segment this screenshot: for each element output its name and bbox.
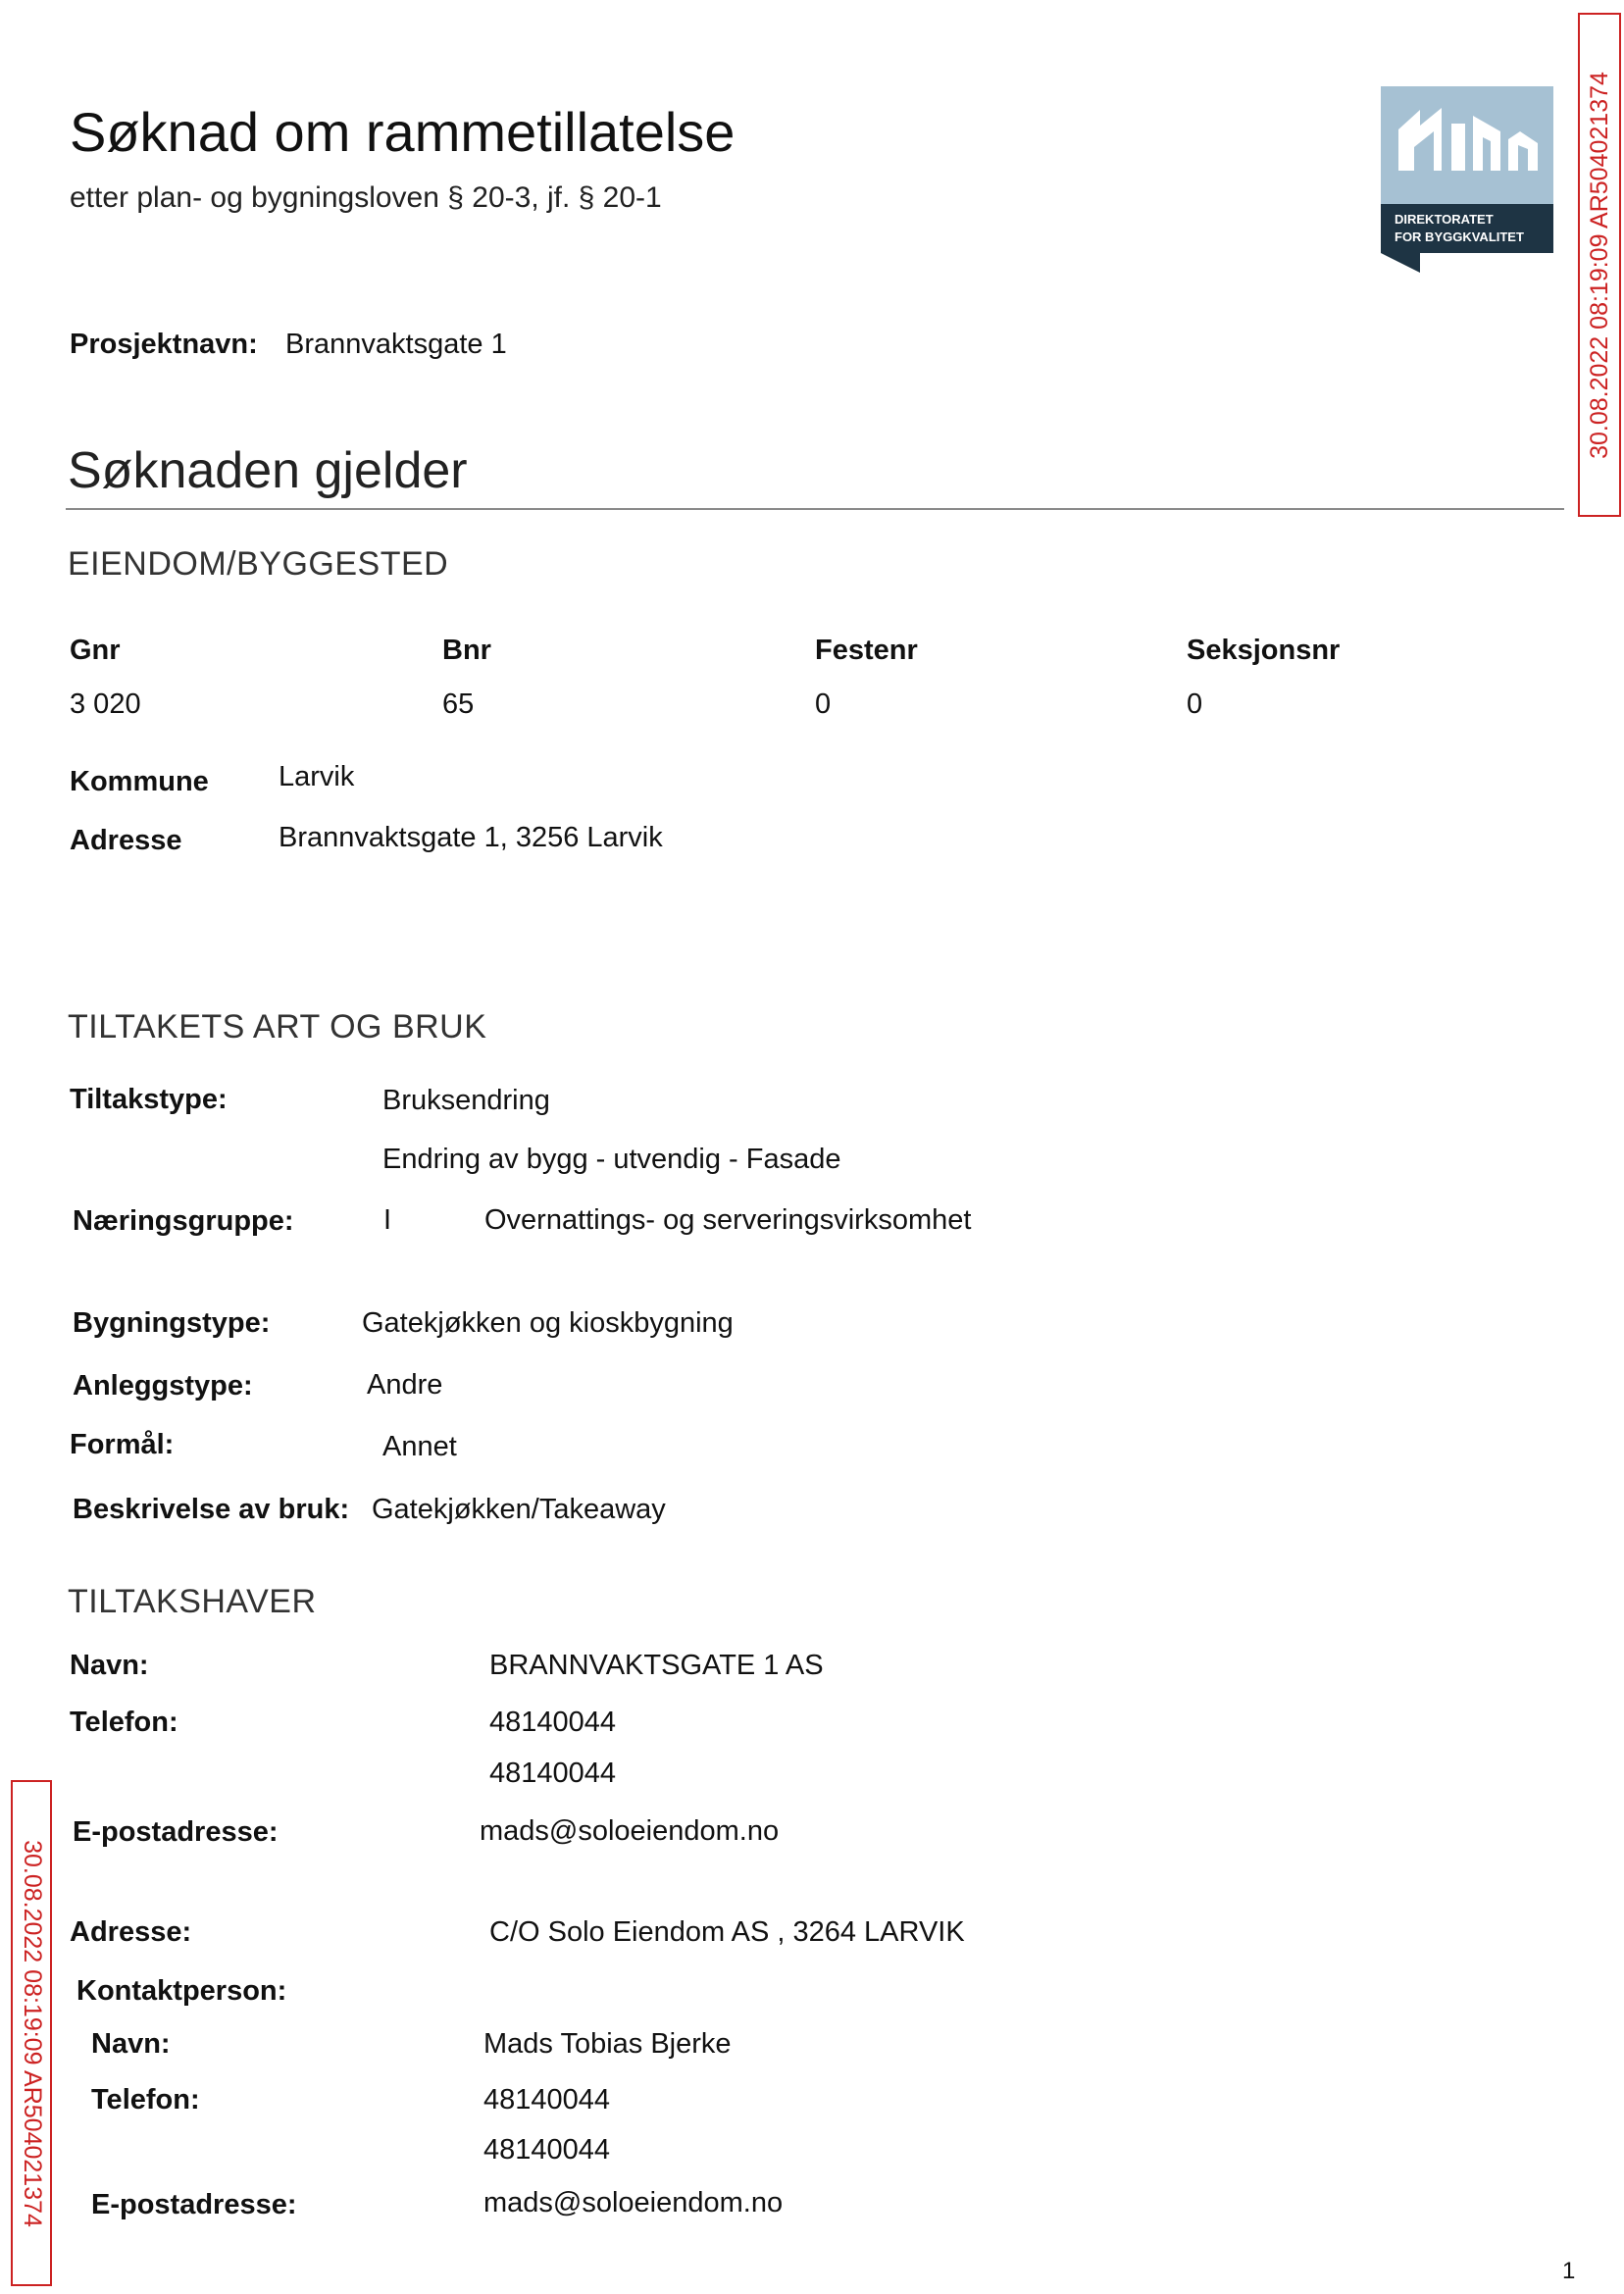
kontakt-telefon-value-2: 48140044 <box>483 2134 611 2166</box>
tiltak-heading: TILTAKETS ART OG BRUK <box>68 1008 487 1045</box>
tiltakshaver-telefon-label: Telefon: <box>70 1707 178 1738</box>
tiltakshaver-epost-label: E-postadresse: <box>73 1816 279 1848</box>
stamp-text: 30.08.2022 08:19:09 AR504021374 <box>1585 71 1613 459</box>
svg-text:DIREKTORATET: DIREKTORATET <box>1395 212 1494 227</box>
beskrivelse-label: Beskrivelse av bruk: <box>73 1494 350 1525</box>
tiltakshaver-adresse-label: Adresse: <box>70 1916 192 1948</box>
adresse-value: Brannvaktsgate 1, 3256 Larvik <box>279 822 663 853</box>
tiltakstype-label: Tiltakstype: <box>70 1084 228 1115</box>
project-label: Prosjektnavn: <box>70 329 258 360</box>
timestamp-stamp <box>1578 13 1621 517</box>
naeringsgruppe-label: Næringsgruppe: <box>73 1205 294 1237</box>
formal-value: Annet <box>382 1431 457 1462</box>
kontaktperson-label: Kontaktperson: <box>76 1975 287 2007</box>
adresse-label: Adresse <box>70 825 182 856</box>
tiltakshaver-telefon-value-1: 48140044 <box>489 1707 617 1738</box>
seksjonsnr-value: 0 <box>1187 688 1203 720</box>
gnr-value: 3 020 <box>70 688 141 720</box>
gnr-label: Gnr <box>70 635 121 666</box>
naeringsgruppe-code: I <box>383 1204 392 1236</box>
bygningstype-value: Gatekjøkken og kioskbygning <box>362 1307 734 1339</box>
festenr-value: 0 <box>815 688 832 720</box>
tiltakstype-value-1: Bruksendring <box>382 1085 550 1116</box>
kontakt-telefon-label: Telefon: <box>91 2084 200 2116</box>
naeringsgruppe-value: Overnattings- og serveringsvirksomhet <box>484 1204 972 1236</box>
tiltakshaver-telefon-value-2: 48140044 <box>489 1758 617 1789</box>
kontakt-telefon-value-1: 48140044 <box>483 2084 611 2116</box>
tiltakstype-value-2: Endring av bygg - utvendig - Fasade <box>382 1144 841 1175</box>
section-divider <box>66 508 1564 510</box>
document-title: Søknad om rammetillatelse <box>70 101 736 163</box>
document-subtitle: etter plan- og bygningsloven § 20-3, jf. § 20-1 <box>70 181 662 214</box>
kommune-label: Kommune <box>70 766 209 797</box>
bnr-value: 65 <box>442 688 475 720</box>
dibk-logo <box>1381 86 1553 273</box>
anleggstype-label: Anleggstype: <box>73 1370 253 1402</box>
tiltakshaver-heading: TILTAKSHAVER <box>68 1583 317 1620</box>
eiendom-heading: EIENDOM/BYGGESTED <box>68 545 449 583</box>
tiltakshaver-navn-value: BRANNVAKTSGATE 1 AS <box>489 1650 824 1681</box>
kontakt-epost-label: E-postadresse: <box>91 2189 297 2220</box>
building-logo-icon <box>1381 86 1553 273</box>
kontakt-navn-value: Mads Tobias Bjerke <box>483 2028 732 2060</box>
seksjonsnr-label: Seksjonsnr <box>1187 635 1341 666</box>
section-title: Søknaden gjelder <box>68 442 468 499</box>
bygningstype-label: Bygningstype: <box>73 1307 271 1339</box>
kommune-value: Larvik <box>279 761 355 792</box>
timestamp-stamp-left <box>11 1780 52 2286</box>
tiltakshaver-navn-label: Navn: <box>70 1650 149 1681</box>
bnr-label: Bnr <box>442 635 491 666</box>
beskrivelse-value: Gatekjøkken/Takeaway <box>372 1494 666 1525</box>
kontakt-navn-label: Navn: <box>91 2028 171 2060</box>
tiltakshaver-epost-value: mads@soloeiendom.no <box>480 1815 780 1847</box>
tiltakshaver-adresse-value: C/O Solo Eiendom AS , 3264 LARVIK <box>489 1916 965 1948</box>
festenr-label: Festenr <box>815 635 918 666</box>
anleggstype-value: Andre <box>367 1369 443 1401</box>
stamp-text-left: 30.08.2022 08:19:09 AR504021374 <box>18 1839 46 2227</box>
svg-text:FOR BYGGKVALITET: FOR BYGGKVALITET <box>1395 229 1524 244</box>
project-value: Brannvaktsgate 1 <box>285 329 507 360</box>
kontakt-epost-value: mads@soloeiendom.no <box>483 2187 784 2218</box>
formal-label: Formål: <box>70 1429 175 1460</box>
page-number: 1 <box>1562 2258 1576 2284</box>
